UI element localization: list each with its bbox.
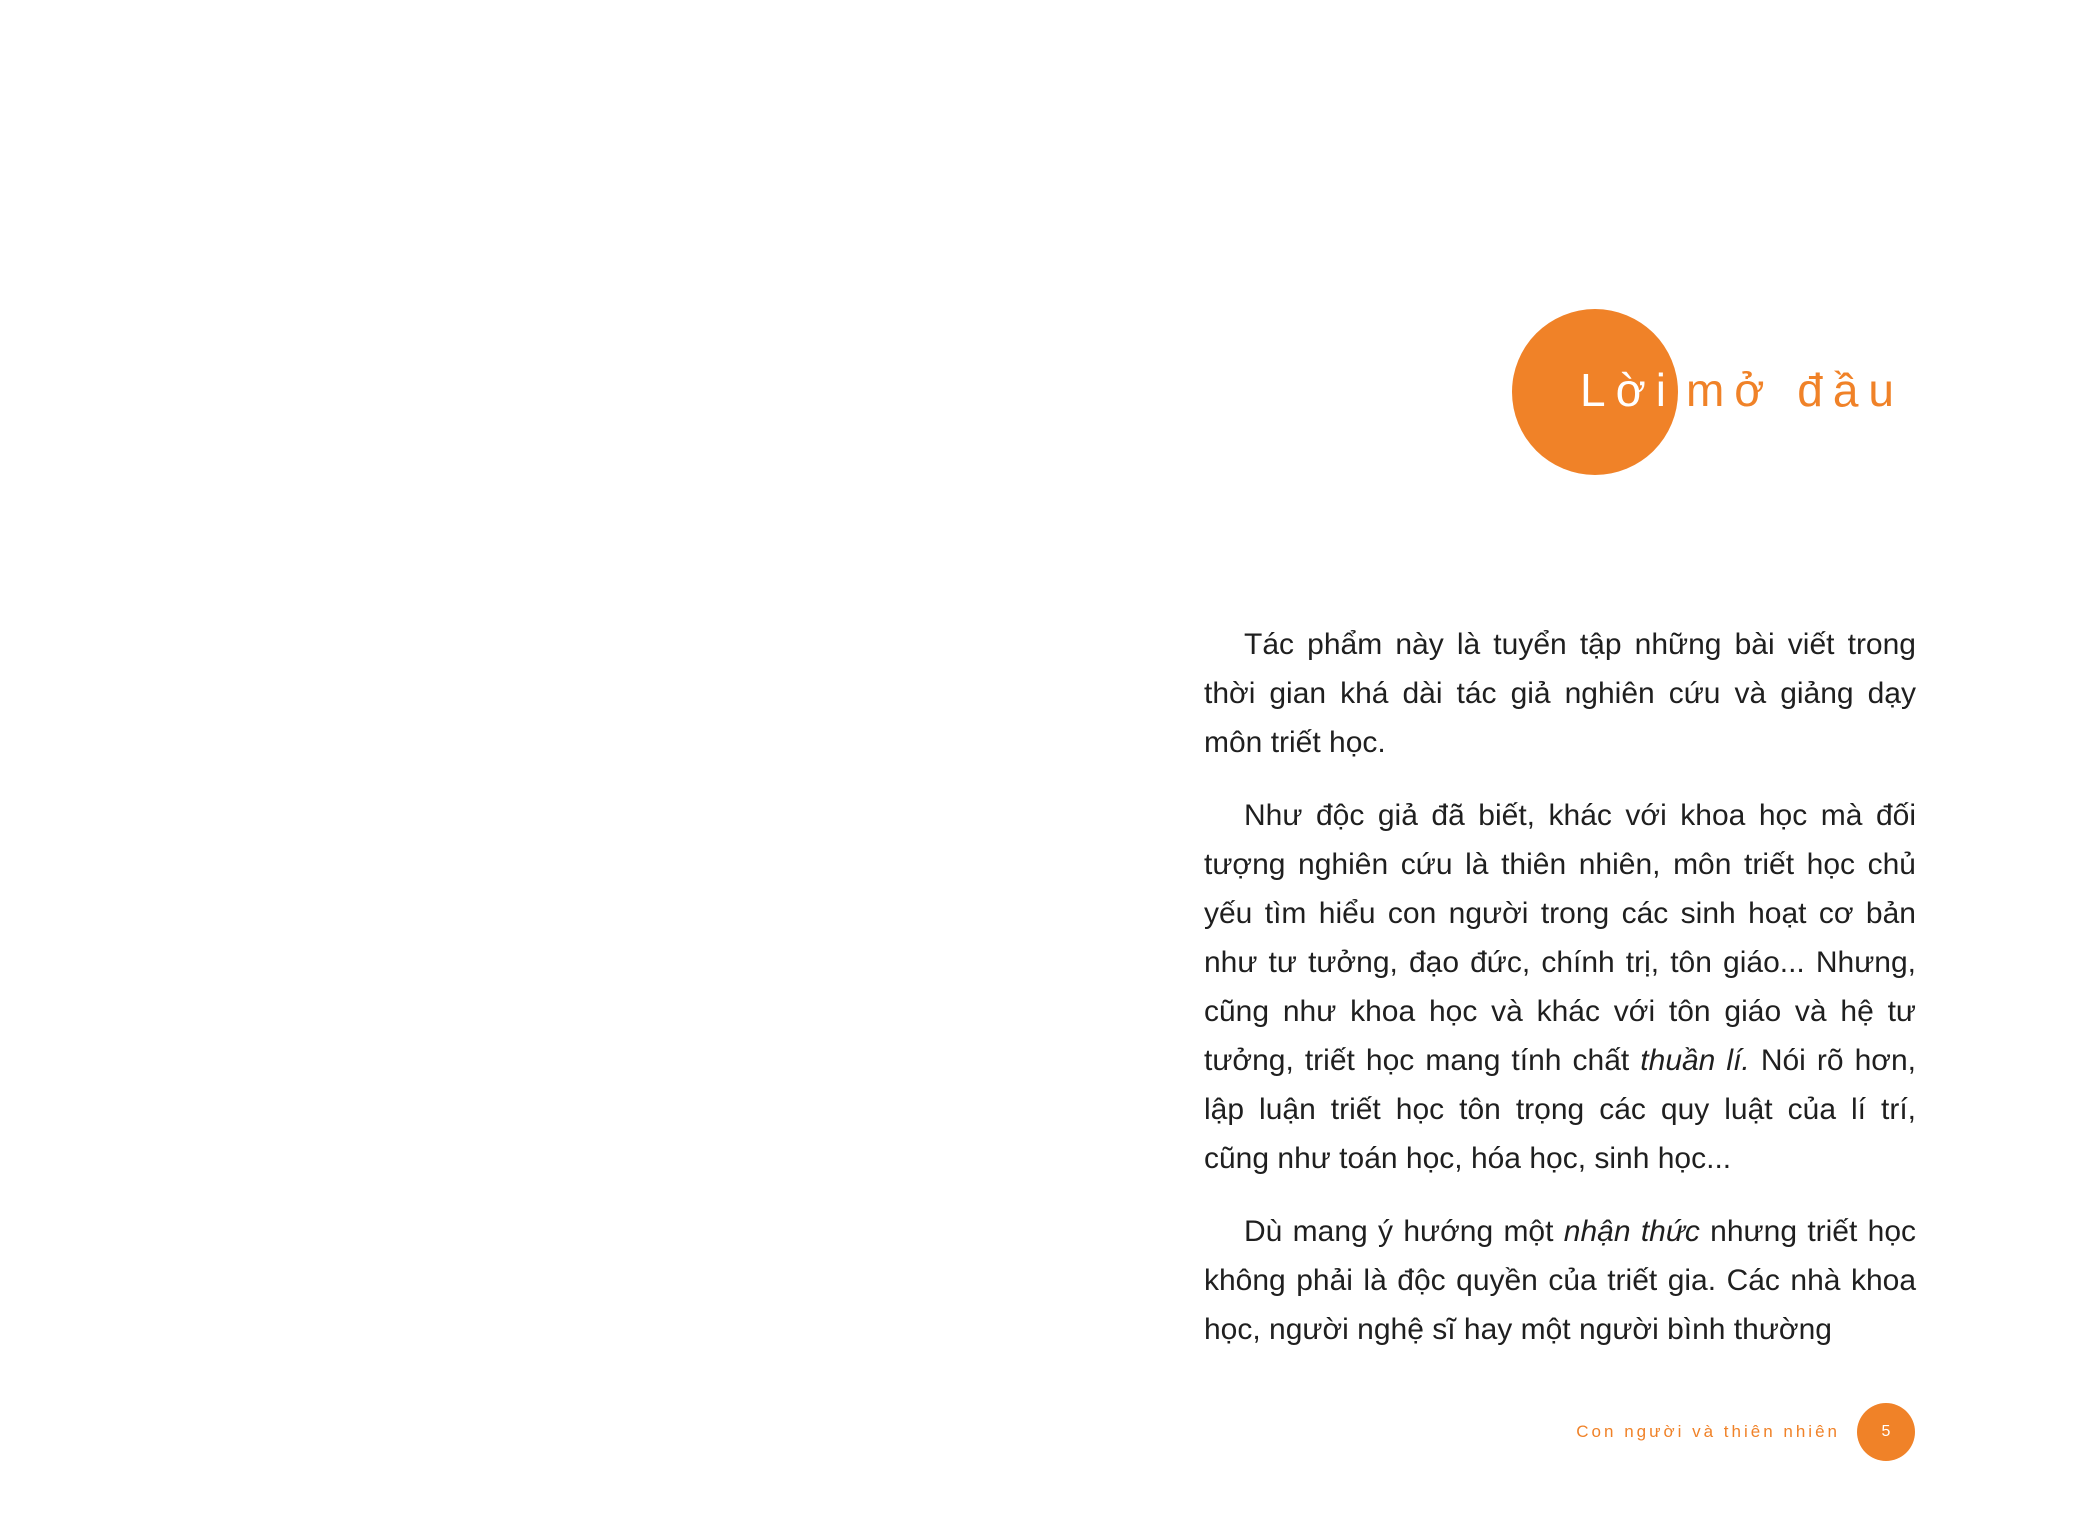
chapter-title-part2: mở đầu [1685, 364, 1904, 416]
paragraph-2 [1204, 791, 1916, 1183]
chapter-title [1580, 360, 1920, 420]
paragraph-1-text: Tác phẩm này là tuyển tập những bài viết trong thời gian khá dài tác giả nghiên cứu và giảng dạy môn triết học. [1204, 628, 1916, 759]
paragraph-3-text-b: nhưng triết học không phải là độc quyền của triết gia. Các nhà khoa học, người nghệ sĩ hay một người bình thường [1204, 1215, 1917, 1346]
paragraph-3-text-a: Dù mang ý hướng một [1244, 1215, 1564, 1248]
body-text [1204, 620, 1916, 1354]
paragraph-2-text-b: Nói rõ hơn, lập luận triết học tôn trọng các quy luật của lí trí, cũng như toán học, hóa học, sinh học... [1204, 1044, 1916, 1175]
chapter-title-part1: Lời [1580, 364, 1676, 416]
page-number-badge: 5 [1857, 1403, 1915, 1461]
paragraph-2-emphasis: thuần lí. [1640, 1044, 1750, 1077]
running-footer-title: Con người và thiên nhiên [1576, 1422, 1840, 1441]
paragraph-3-emphasis: nhận thức [1563, 1215, 1700, 1248]
paragraph-3 [1204, 1207, 1916, 1354]
paragraph-2-text-a: Như độc giả đã biết, khác với khoa học mà đối tượng nghiên cứu là thiên nhiên, môn triết học chủ yếu tìm hiểu con người trong các sinh hoạt cơ bản như tư tưởng, đạo đức, chính trị, tôn giáo... Nhưng, cũng như khoa học và khác với tôn giáo và hệ tư tưởng, triết học mang tính chất [1204, 799, 1916, 1077]
paragraph-1 [1204, 620, 1916, 767]
